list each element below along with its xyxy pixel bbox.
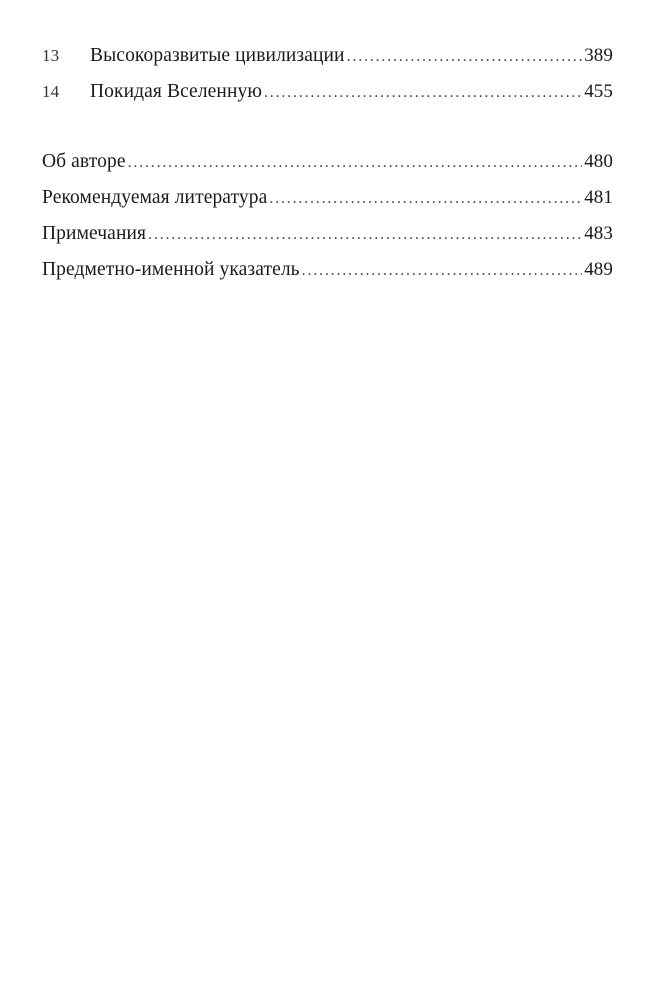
page-number: 483 [584, 223, 613, 244]
toc-entry [42, 38, 613, 74]
section-title: Предметно-именной указатель [42, 259, 300, 280]
page-number: 480 [584, 151, 613, 172]
page-number: 389 [584, 45, 613, 66]
toc-entry [42, 144, 613, 180]
chapter-number: 13 [42, 46, 60, 65]
dot-leader [269, 181, 582, 217]
dot-leader [148, 217, 582, 253]
toc-entry [42, 216, 613, 252]
toc-back-matter [42, 144, 613, 288]
toc-chapters [42, 38, 613, 110]
page-number: 489 [584, 259, 613, 280]
page-number: 481 [584, 187, 613, 208]
toc-entry [42, 74, 613, 110]
dot-leader [302, 253, 583, 289]
dot-leader [264, 75, 582, 111]
section-title: Примечания [42, 223, 147, 244]
toc-entry [42, 180, 613, 216]
dot-leader [347, 39, 583, 75]
chapter-number: 14 [42, 82, 60, 101]
toc-entry [42, 252, 613, 288]
chapter-title: Покидая Вселенную [90, 81, 262, 102]
section-title: Рекомендуемая литература [42, 187, 268, 208]
section-title: Об авторе [42, 151, 126, 172]
dot-leader [128, 145, 583, 181]
page-number: 455 [584, 81, 613, 102]
chapter-title: Высокоразвитые цивилизации [90, 45, 345, 66]
